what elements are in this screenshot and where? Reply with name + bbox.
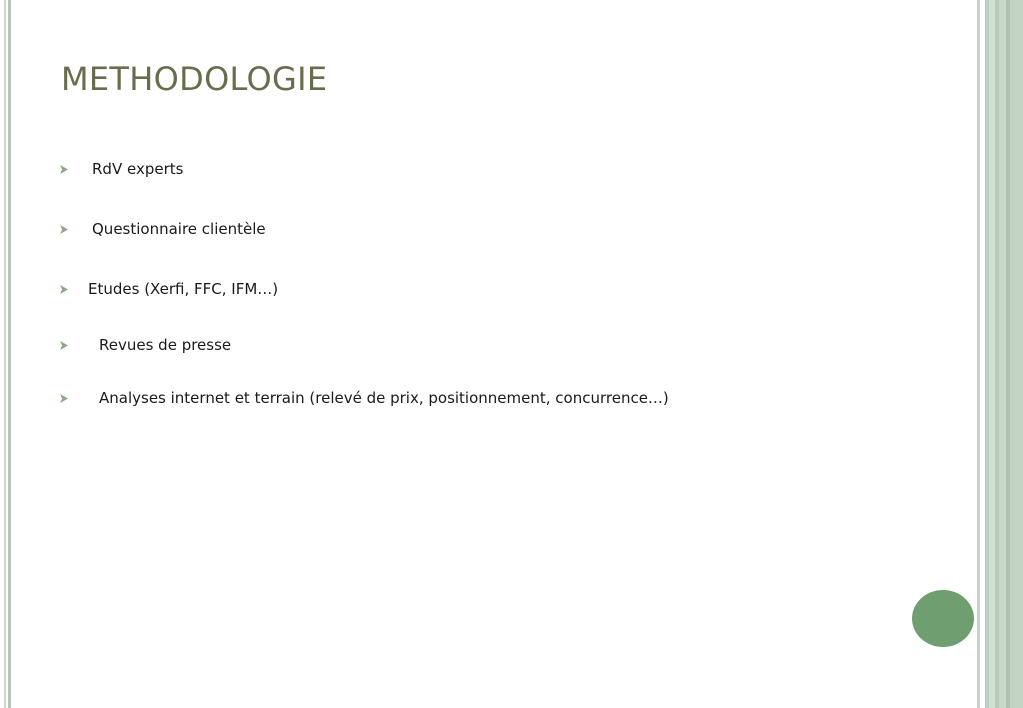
arrow-bullet-icon	[60, 165, 68, 174]
bullet-text: Revues de presse	[99, 336, 232, 354]
bullet-item	[60, 158, 183, 180]
slide-title: METHODOLOGIE	[61, 60, 328, 98]
bullet-item	[60, 278, 278, 300]
arrow-bullet-icon	[60, 341, 68, 350]
left-decorative-stripe	[4, 0, 6, 708]
right-decorative-stripe	[999, 0, 1006, 708]
bullet-text: RdV experts	[92, 160, 184, 178]
bullet-text: Questionnaire clientèle	[92, 220, 266, 238]
bullet-text: Etudes (Xerfi, FFC, IFM…)	[88, 280, 279, 298]
bullet-item	[60, 387, 669, 409]
bullet-item	[60, 334, 231, 356]
accent-circle	[912, 590, 974, 647]
right-decorative-stripe	[1010, 0, 1023, 708]
arrow-bullet-icon	[60, 285, 68, 294]
bullet-item	[60, 218, 266, 240]
left-decorative-stripe	[8, 0, 11, 708]
arrow-bullet-icon	[60, 225, 68, 234]
bullet-text: Analyses internet et terrain (relevé de prix, positionnement, concurrence…)	[99, 389, 669, 407]
arrow-bullet-icon	[60, 394, 68, 403]
